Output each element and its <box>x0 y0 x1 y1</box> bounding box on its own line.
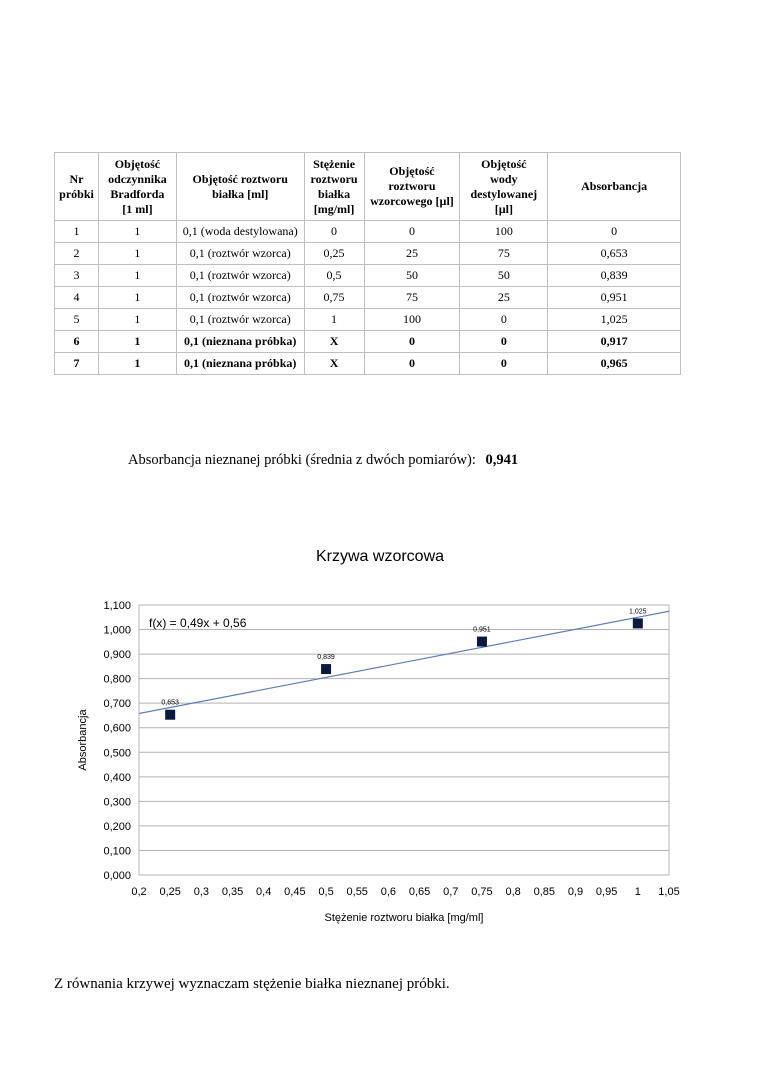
x-tick-label: 0,45 <box>284 886 306 898</box>
y-tick-label: 0,300 <box>103 796 131 809</box>
chart-title: Krzywa wzorcowa <box>315 548 445 565</box>
column-header-line: [mg/ml] <box>313 201 355 216</box>
table-cell: 4 <box>55 287 99 309</box>
table-cell: 0,951 <box>548 287 681 309</box>
column-header-line: Objętość <box>114 156 161 171</box>
table-cell: 1 <box>98 331 176 353</box>
table-cell: 0,1 (nieznana próbka) <box>176 353 304 375</box>
table-cell: 1 <box>98 243 176 265</box>
table-header-row <box>55 153 681 221</box>
table-cell: 0,1 (roztwór wzorca) <box>176 265 304 287</box>
y-tick-label: 0,700 <box>103 698 131 711</box>
conclusion-text: Z równania krzywej wyznaczam stężenie białka nieznanej próbki. <box>54 976 450 992</box>
table-cell: 1 <box>55 221 99 243</box>
column-header <box>176 153 304 221</box>
data-label: 0,951 <box>473 626 491 634</box>
table-cell: 0,5 <box>304 265 364 287</box>
table-body <box>55 221 681 375</box>
table-cell: 0 <box>548 221 681 243</box>
table-cell: 0,25 <box>304 243 364 265</box>
table-cell: 1 <box>304 309 364 331</box>
table-cell: 0,1 (roztwór wzorca) <box>176 243 304 265</box>
column-header-line: Objętość roztworu <box>192 171 288 186</box>
y-axis-label: Absorbancja <box>77 709 89 771</box>
column-header <box>364 153 460 221</box>
column-header-line: roztworu <box>388 179 436 193</box>
table-cell: 0,653 <box>548 243 681 265</box>
table-cell: 0,839 <box>548 265 681 287</box>
x-tick-label: 0,25 <box>159 886 181 898</box>
table-cell: 0,1 (woda destylowana) <box>176 221 304 243</box>
y-tick-label: 1,000 <box>103 624 131 637</box>
x-tick-label: 0,65 <box>408 886 431 898</box>
calibration-chart <box>0 590 760 930</box>
y-tick-label: 0,900 <box>103 649 131 662</box>
table-row <box>55 309 681 331</box>
table-cell: 1 <box>98 265 176 287</box>
x-tick-label: 0,7 <box>443 886 459 898</box>
column-header-line: destylowanej <box>470 186 538 201</box>
table-cell: 0 <box>304 221 364 243</box>
column-header-line: Stężenie <box>313 156 356 171</box>
y-tick-label: 0,800 <box>103 673 131 686</box>
table-cell: 100 <box>460 221 548 243</box>
table-cell: 0 <box>460 353 548 375</box>
x-tick-label: 0,6 <box>380 886 397 898</box>
data-label: 0,653 <box>161 699 179 707</box>
x-tick-label: 0,95 <box>595 886 618 898</box>
table-cell: 0,1 (roztwór wzorca) <box>176 287 304 309</box>
table-cell: 5 <box>55 309 99 331</box>
table-row <box>55 221 681 243</box>
table-cell: 0 <box>364 331 460 353</box>
column-header-line: Nr <box>69 171 84 186</box>
table-cell: 50 <box>460 265 548 287</box>
data-point <box>477 637 487 647</box>
x-tick-label: 0,3 <box>193 886 210 898</box>
x-tick-label: 0,8 <box>505 886 521 898</box>
table-cell: 25 <box>460 287 548 309</box>
y-tick-label: 0,100 <box>103 845 131 858</box>
table-cell: 2 <box>55 243 99 265</box>
x-tick-label: 1 <box>634 886 641 898</box>
plot-area <box>139 605 669 875</box>
average-value: 0,941 <box>485 452 519 468</box>
data-point <box>165 710 175 720</box>
x-tick-label: 0,2 <box>131 886 147 898</box>
column-header <box>304 153 364 221</box>
table-cell: 75 <box>460 243 548 265</box>
data-point <box>321 664 331 674</box>
column-header <box>548 153 681 221</box>
table-row <box>55 265 681 287</box>
table-cell: 6 <box>55 331 99 353</box>
x-tick-label: 0,75 <box>471 886 493 898</box>
table-cell: 1 <box>98 287 176 309</box>
column-header <box>98 153 176 221</box>
y-tick-label: 0,000 <box>103 870 131 882</box>
x-tick-label: 0,5 <box>318 886 334 898</box>
column-header-line: [1 ml] <box>122 201 153 216</box>
data-point <box>633 618 643 628</box>
table-cell: 0,1 (nieznana próbka) <box>176 331 304 353</box>
table-cell: 0,965 <box>548 353 681 375</box>
table-row <box>55 353 681 375</box>
column-header-line: Bradforda <box>110 186 165 201</box>
table-cell: X <box>304 331 364 353</box>
table-cell: 3 <box>55 265 99 287</box>
column-header-line: białka [ml] <box>212 186 269 201</box>
table-cell: 7 <box>55 353 99 375</box>
column-header <box>460 153 548 221</box>
x-tick-label: 1,05 <box>658 886 680 898</box>
table-cell: 75 <box>364 287 460 309</box>
measurement-table <box>54 152 681 375</box>
x-axis-label: Stężenie roztworu białka [mg/ml] <box>324 912 484 924</box>
column-header-line: roztworu <box>310 171 358 186</box>
y-tick-label: 0,500 <box>103 747 131 760</box>
column-header-line: wzorcowego [µl] <box>370 194 454 208</box>
data-label: 0,839 <box>317 654 335 662</box>
table-cell: 0 <box>460 331 548 353</box>
average-absorbance <box>128 452 518 469</box>
y-tick-label: 1,100 <box>103 600 131 612</box>
table-cell: 25 <box>364 243 460 265</box>
x-tick-label: 0,85 <box>533 886 556 898</box>
column-header-line: białka <box>318 186 351 201</box>
table-row <box>55 287 681 309</box>
column-header-line: odczynnika <box>108 171 167 186</box>
table-cell: 0 <box>364 353 460 375</box>
table-cell: 1 <box>98 309 176 331</box>
column-header-line: Objętość <box>481 156 527 171</box>
table-cell: 0,917 <box>548 331 681 353</box>
table-cell: 0 <box>364 221 460 243</box>
data-label: 1,025 <box>629 608 647 616</box>
table-cell: 100 <box>364 309 460 331</box>
x-tick-label: 0,35 <box>221 886 244 898</box>
column-header-line: Absorbancja <box>581 179 648 193</box>
column-header-line: Objętość <box>389 164 435 178</box>
table-row <box>55 331 681 353</box>
column-header-line: [µl] <box>494 201 513 216</box>
table-cell: 1 <box>98 353 176 375</box>
table-cell: X <box>304 353 364 375</box>
table-row <box>55 243 681 265</box>
column-header-line: próbki <box>59 186 94 201</box>
average-label: Absorbancja nieznanej próbki (średnia z dwóch pomiarów): <box>128 452 476 468</box>
column-header-line: wody <box>490 171 518 186</box>
y-tick-label: 0,200 <box>103 820 131 833</box>
column-header <box>55 153 99 221</box>
table-cell: 1,025 <box>548 309 681 331</box>
table-cell: 50 <box>364 265 460 287</box>
y-tick-label: 0,600 <box>103 722 131 735</box>
x-tick-label: 0,4 <box>256 886 272 898</box>
table-cell: 1 <box>98 221 176 243</box>
table-cell: 0 <box>460 309 548 331</box>
x-tick-label: 0,55 <box>346 886 368 898</box>
table-cell: 0,1 (roztwór wzorca) <box>176 309 304 331</box>
y-tick-label: 0,400 <box>103 771 131 784</box>
table-cell: 0,75 <box>304 287 364 309</box>
x-tick-label: 0,9 <box>567 886 584 898</box>
trendline-equation: f(x) = 0,49x + 0,56 <box>149 616 247 630</box>
